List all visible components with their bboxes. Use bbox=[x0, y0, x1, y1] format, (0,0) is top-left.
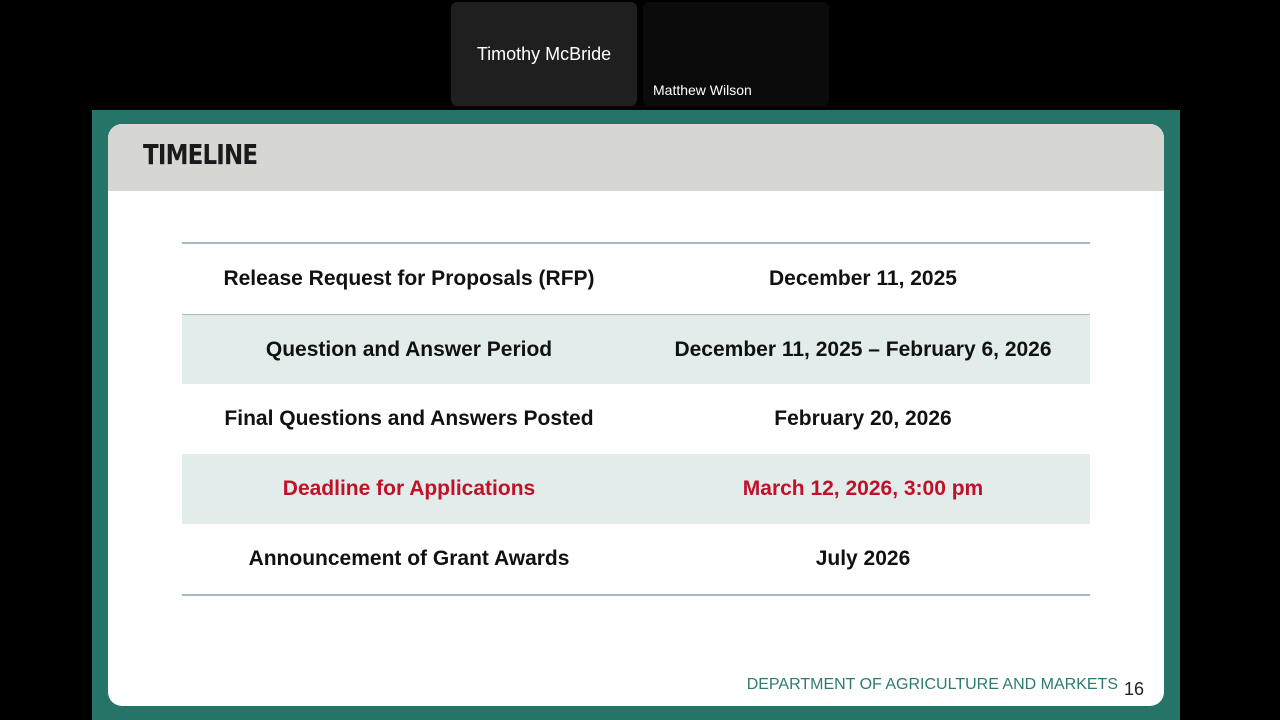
presentation-slide bbox=[108, 124, 1164, 706]
timeline-date: December 11, 2025 bbox=[769, 267, 957, 290]
timeline-date: July 2026 bbox=[815, 547, 911, 570]
timeline-date: February 20, 2026 bbox=[774, 407, 952, 430]
slide-page-number: 16 bbox=[1123, 679, 1144, 699]
timeline-event: Release Request for Proposals (RFP) bbox=[223, 267, 595, 290]
slide-header bbox=[108, 124, 1164, 191]
timeline-row bbox=[182, 244, 1090, 314]
timeline-table bbox=[182, 242, 1090, 596]
participant-name: Timothy McBride bbox=[476, 43, 612, 64]
slide-title: TIMELINE bbox=[143, 138, 258, 171]
shared-screen bbox=[92, 110, 1180, 720]
timeline-row bbox=[182, 524, 1090, 594]
participant-tile-timothy-mcbride[interactable] bbox=[451, 2, 637, 106]
timeline-row bbox=[182, 384, 1090, 454]
timeline-row bbox=[182, 314, 1090, 384]
participant-name: Matthew Wilson bbox=[653, 82, 752, 98]
participant-tile-matthew-wilson[interactable] bbox=[643, 2, 829, 106]
timeline-date: December 11, 2025 – February 6, 2026 bbox=[674, 337, 1052, 361]
timeline-event: Final Questions and Answers Posted bbox=[224, 407, 594, 430]
timeline-date: March 12, 2026, 3:00 pm bbox=[742, 477, 984, 500]
timeline-event: Announcement of Grant Awards bbox=[248, 547, 570, 570]
timeline-event: Deadline for Applications bbox=[282, 477, 536, 500]
slide-footer: DEPARTMENT OF AGRICULTURE AND MARKETS bbox=[746, 676, 1118, 693]
timeline-row-deadline bbox=[182, 454, 1090, 524]
timeline-event: Question and Answer Period bbox=[265, 337, 553, 361]
